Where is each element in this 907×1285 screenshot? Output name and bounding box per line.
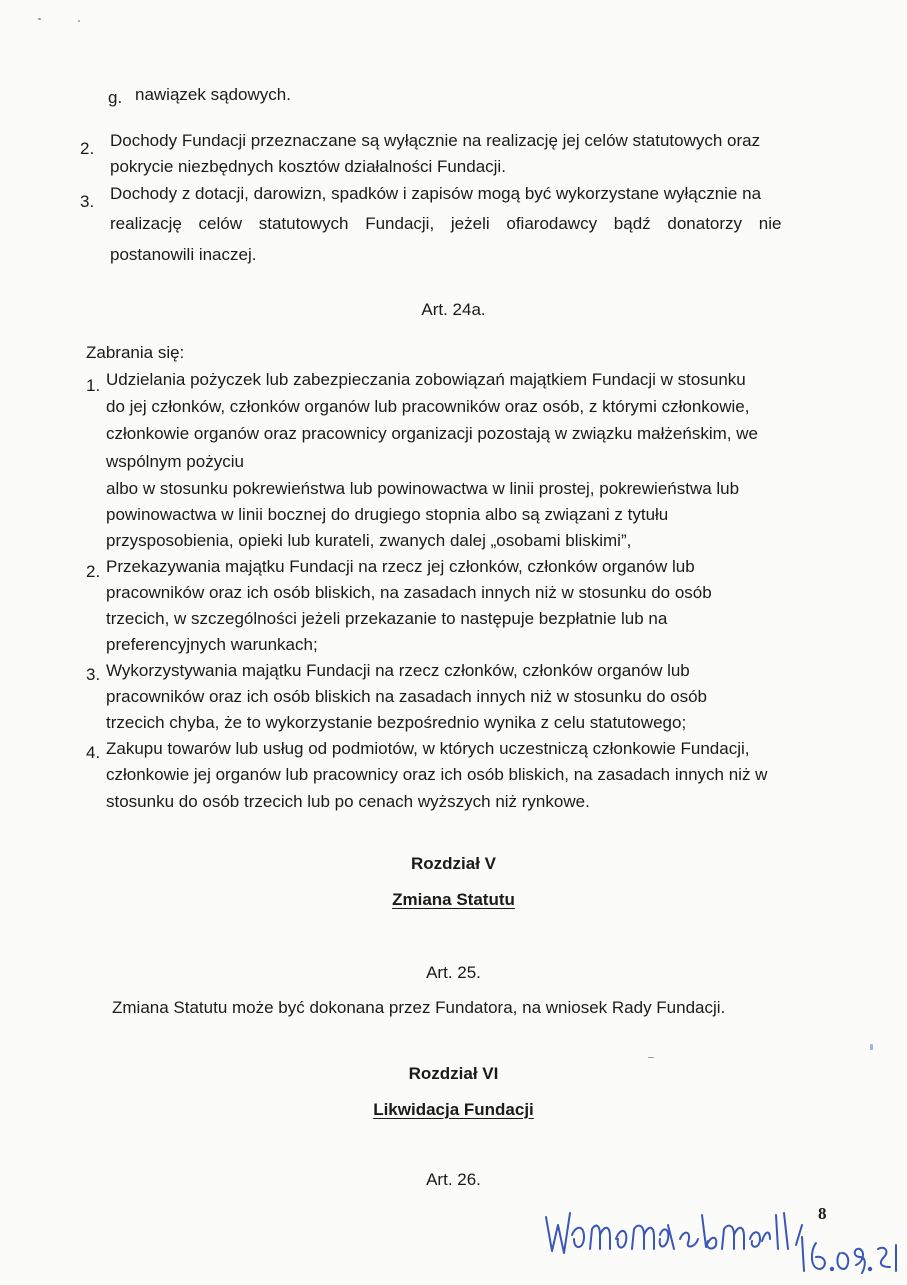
list-item-text: nawiązek sądowych. [135, 85, 291, 104]
article-heading: Art. 24a. [421, 300, 486, 319]
list-item-line: członkowie organów oraz pracownicy organizacji pozostają w związku małżeńskim, we [106, 424, 758, 443]
list-marker: 1. [86, 376, 101, 395]
list-item-line: Przekazywania majątku Fundacji na rzecz jej członków, członków organów lub [106, 557, 695, 576]
list-item-line: pracowników oraz ich osób bliskich, na zasadach innych niż w stosunku do osób [106, 583, 712, 602]
scan-speck [78, 20, 80, 22]
chapter-title: Rozdział VI [408, 1064, 499, 1083]
list-marker: 3. [80, 192, 95, 211]
article-intro: Zabrania się: [86, 343, 185, 362]
article-text: Zmiana Statutu może być dokonana przez Fundatora, na wniosek Rady Fundacji. [112, 998, 726, 1017]
scan-speck [38, 18, 41, 20]
list-item-line: wspólnym pożyciu [106, 452, 244, 471]
list-item-line: postanowili inaczej. [110, 245, 257, 264]
list-marker: 3. [86, 665, 101, 684]
list-marker: 2. [86, 562, 101, 581]
scan-speck [870, 1044, 873, 1050]
list-marker: g. [108, 88, 123, 107]
scan-speck [648, 1057, 654, 1058]
chapter-subtitle: Zmiana Statutu [392, 890, 515, 909]
chapter-subtitle: Likwidacja Fundacji [373, 1100, 534, 1119]
list-item-line: trzecich chyba, że to wykorzystanie bezpośrednio wynika z celu statutowego; [106, 713, 687, 732]
list-item-line: Wykorzystywania majątku Fundacji na rzecz członków, członków organów lub [106, 661, 690, 680]
list-item-line: Zakupu towarów lub usług od podmiotów, w których uczestniczą członkowie Fundacji, [106, 739, 750, 758]
list-item-line: realizację celów statutowych Fundacji, jeżeli ofiarodawcy bądź donatorzy nie [110, 214, 782, 233]
list-item-line: Dochody Fundacji przeznaczane są wyłącznie na realizację jej celów statutowych oraz [110, 131, 761, 150]
list-item-line: pokrycie niezbędnych kosztów działalności Fundacji. [110, 157, 506, 176]
list-item-line: albo w stosunku pokrewieństwa lub powinowactwa w linii prostej, pokrewieństwa lub [106, 479, 740, 498]
list-item-line: Udzielania pożyczek lub zabezpieczania zobowiązań majątkiem Fundacji w stosunku [106, 370, 746, 389]
list-item-line: preferencyjnych warunkach; [106, 635, 318, 654]
list-item-line: do jej członków, członków organów lub pracowników oraz osób, z którymi członkowie, [106, 397, 750, 416]
chapter-title: Rozdział V [410, 854, 496, 873]
list-item-line: Dochody z dotacji, darowizn, spadków i zapisów mogą być wykorzystane wyłącznie na [110, 184, 762, 203]
list-marker: 4. [86, 743, 101, 762]
list-marker: 2. [80, 139, 95, 158]
page-number: 8 [818, 1204, 827, 1223]
handwritten-signature [540, 1195, 905, 1280]
list-item-line: powinowactwa w linii bocznej do drugiego stopnia albo są związani z tytułu [106, 505, 669, 524]
list-item-line: trzecich, w szczególności jeżeli przekazanie to następuje bezpłatnie lub na [106, 609, 668, 628]
list-item-line: stosunku do osób trzecich lub po cenach wyższych niż rynkowe. [106, 792, 590, 811]
list-item-line: członkowie jej organów lub pracownicy oraz ich osób bliskich, na zasadach innych niż w [106, 765, 768, 784]
list-item-line: przysposobienia, opieki lub kurateli, zwanych dalej „osobami bliskimi”, [106, 531, 632, 550]
article-heading: Art. 26. [426, 1170, 481, 1189]
list-item-line: pracowników oraz ich osób bliskich na zasadach innych niż w stosunku do osób [106, 687, 707, 706]
article-heading: Art. 25. [426, 963, 481, 982]
